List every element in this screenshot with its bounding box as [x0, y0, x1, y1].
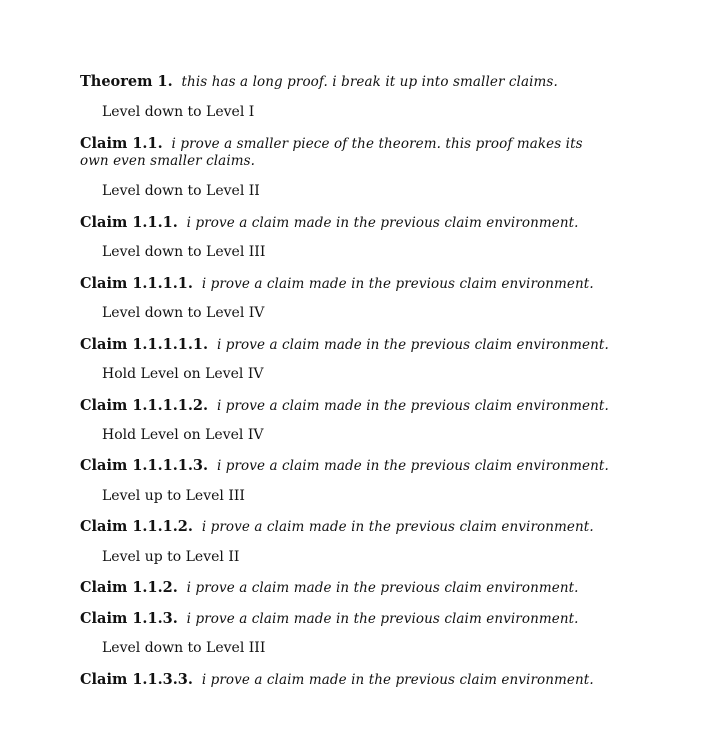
claim-statement: i prove a smaller piece of the theorem. this proof makes its own even smaller claims. — [80, 136, 583, 169]
claim-heading: Claim 1.1.2. — [80, 579, 178, 596]
claim-block — [80, 457, 610, 475]
claim-heading: Claim 1.1.1.1.2. — [80, 397, 209, 414]
claim-block — [80, 135, 610, 170]
claim-block — [80, 397, 610, 415]
claim-statement: i prove a claim made in the previous claim environment. — [216, 458, 609, 474]
level-note: Level down to Level II — [102, 183, 260, 199]
claim-block — [80, 275, 610, 293]
claim-block — [80, 336, 610, 354]
level-note: Level up to Level II — [102, 549, 240, 565]
level-note: Level down to Level III — [102, 640, 266, 656]
claim-block — [80, 518, 610, 536]
claim-heading: Claim 1.1.3.3. — [80, 671, 193, 688]
claim-statement: i prove a claim made in the previous claim environment. — [216, 337, 609, 353]
claim-heading: Claim 1.1.1.1.1. — [80, 336, 209, 353]
claim-statement: i prove a claim made in the previous claim environment. — [186, 611, 579, 627]
claim-statement: i prove a claim made in the previous claim environment. — [201, 519, 594, 535]
claim-block — [80, 579, 610, 597]
level-note: Level down to Level IV — [102, 305, 265, 321]
claim-statement: i prove a claim made in the previous claim environment. — [201, 672, 594, 688]
claim-heading: Claim 1.1.1.1. — [80, 275, 193, 292]
claim-heading: Claim 1.1.1. — [80, 214, 178, 231]
level-note: Hold Level on Level IV — [102, 366, 264, 382]
claim-block — [80, 671, 610, 689]
claim-statement: i prove a claim made in the previous claim environment. — [201, 276, 594, 292]
claim-heading: Claim 1.1. — [80, 135, 163, 152]
theorem-heading: Theorem 1. — [80, 73, 173, 90]
claim-block — [80, 214, 610, 232]
claim-heading: Claim 1.1.1.1.3. — [80, 457, 209, 474]
claim-statement: i prove a claim made in the previous claim environment. — [216, 398, 609, 414]
claim-heading: Claim 1.1.3. — [80, 610, 178, 627]
level-note: Hold Level on Level IV — [102, 427, 264, 443]
theorem-1 — [80, 73, 610, 91]
level-note: Level down to Level III — [102, 244, 266, 260]
claim-statement: i prove a claim made in the previous claim environment. — [186, 580, 579, 596]
level-note: Level up to Level III — [102, 488, 245, 504]
claim-block — [80, 610, 610, 628]
claim-heading: Claim 1.1.1.2. — [80, 518, 193, 535]
level-note: Level down to Level I — [102, 104, 255, 120]
claim-statement: i prove a claim made in the previous claim environment. — [186, 215, 579, 231]
theorem-statement: this has a long proof. i break it up into smaller claims. — [181, 74, 558, 90]
